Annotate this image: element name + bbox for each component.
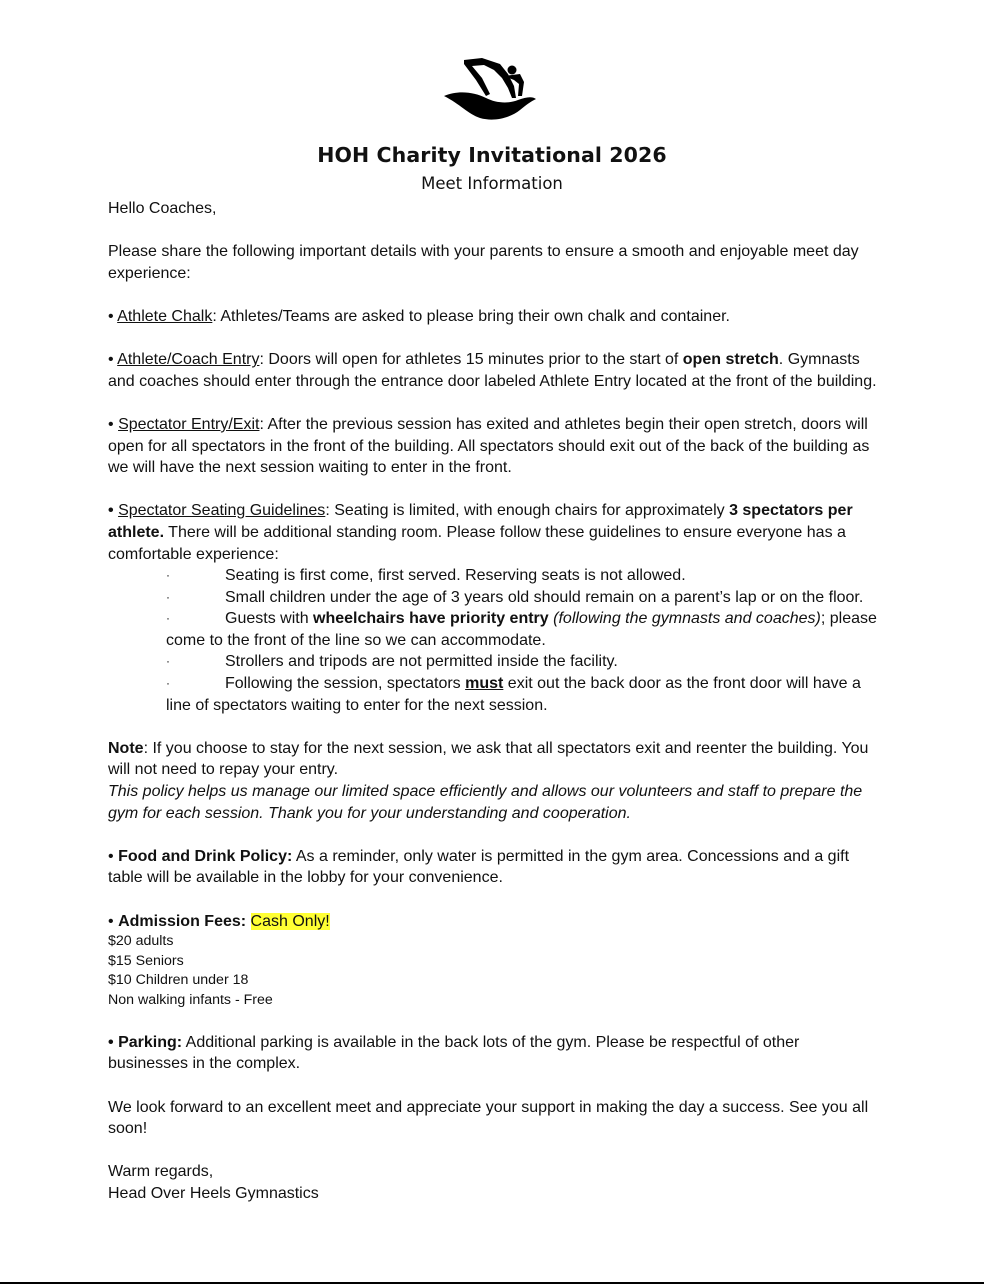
admission-section bbox=[108, 911, 880, 933]
list-item-text: Guests with bbox=[225, 610, 314, 628]
list-item-text: Following the session, spectators bbox=[225, 675, 466, 693]
entry-section bbox=[108, 349, 880, 392]
bullet-dot: · bbox=[166, 568, 170, 583]
fee-item: $20 adults bbox=[108, 933, 174, 950]
signoff-line2: Head Over Heels Gymnastics bbox=[108, 1184, 319, 1202]
list-item bbox=[166, 608, 880, 651]
bullet: • bbox=[108, 847, 114, 865]
list-item-text: Small children under the age of 3 years old should remain on a parent’s lap or on the floor. bbox=[225, 588, 864, 606]
list-item-text: ; please come to the front of the line so we can accommodate. bbox=[166, 610, 877, 649]
list-item-italic: (following the gymnasts and coaches) bbox=[553, 610, 821, 628]
bullet: • bbox=[108, 351, 114, 369]
intro-paragraph: Please share the following important details with your parents to ensure a smooth and enjoyable meet day experience: bbox=[108, 243, 859, 282]
seating-section bbox=[108, 500, 880, 565]
entry-label: Athlete/Coach Entry bbox=[117, 351, 260, 369]
list-item bbox=[166, 587, 880, 609]
fee-item: Non walking infants - Free bbox=[108, 991, 273, 1008]
spectator-entry-label: Spectator Entry/Exit bbox=[118, 415, 260, 433]
bullet: • bbox=[108, 307, 114, 325]
note-text: : If you choose to stay for the next session, we ask that all spectators exit and reenter the building. You will not need to repay your entry. bbox=[108, 739, 869, 779]
fee-item: $15 Seniors bbox=[108, 952, 184, 969]
food-text: As a reminder, only water is permitted in the gym area. Concessions and a gift table will be available in the lobby for your convenience. bbox=[108, 847, 850, 887]
bullet: • bbox=[108, 912, 114, 930]
bullet: • bbox=[108, 415, 114, 433]
bullet-dot: · bbox=[166, 676, 170, 691]
seating-text-b: There will be additional standing room. Please follow these guidelines to ensure everyone has a comfortable experience: bbox=[108, 523, 846, 563]
bullet: • bbox=[108, 1033, 114, 1051]
note-label: Note bbox=[108, 739, 144, 757]
page-bottom-rule bbox=[0, 1282, 984, 1284]
list-item-must: must bbox=[465, 675, 504, 693]
spectator-entry-text: : After the previous session has exited and athletes begin their open stretch, doors will open for all spectators in the front of the building. All spectators should exit out of the back of the building as we will have the next session waiting to enter in the front. bbox=[108, 415, 870, 477]
list-item bbox=[166, 673, 880, 716]
note-section bbox=[108, 738, 880, 824]
closing-paragraph: We look forward to an excellent meet and appreciate your support in making the day a success. See you all soon! bbox=[108, 1098, 869, 1138]
list-item-text: exit out the back door as the front door will have a line of spectators waiting to enter for the next session. bbox=[166, 675, 861, 714]
entry-text-a: : Doors will open for athletes 15 minutes prior to the start of bbox=[259, 351, 683, 369]
food-section bbox=[108, 846, 880, 889]
letter-body bbox=[108, 198, 880, 1205]
gymnast-on-hand-logo bbox=[442, 52, 538, 124]
food-label: Food and Drink Policy: bbox=[118, 847, 293, 865]
cash-only-highlight: Cash Only! bbox=[250, 912, 330, 930]
fee-list bbox=[108, 932, 880, 1010]
seating-text-a: : Seating is limited, with enough chairs for approximately bbox=[325, 502, 730, 520]
list-item-bold: wheelchairs have priority entry bbox=[313, 610, 549, 628]
page-title: HOH Charity Invitational 2026 bbox=[317, 143, 667, 167]
bullet-dot: · bbox=[166, 611, 170, 626]
bullet-dot: · bbox=[166, 589, 170, 604]
note-italic: This policy helps us manage our limited space efficiently and allows our volunteers and staff to prepare the gym for each session. Thank you for your understanding and cooperation. bbox=[108, 783, 863, 822]
fee-item: $10 Children under 18 bbox=[108, 972, 249, 989]
parking-text: Additional parking is available in the back lots of the gym. Please be respectful of other businesses in the complex. bbox=[108, 1033, 800, 1073]
chalk-label: Athlete Chalk bbox=[117, 307, 213, 325]
seating-bold: 3 spectators per athlete. bbox=[108, 502, 853, 541]
admission-label: Admission Fees: bbox=[118, 912, 247, 930]
list-item-text: Seating is first come, first served. Reserving seats is not allowed. bbox=[225, 567, 686, 585]
signoff bbox=[108, 1161, 880, 1204]
list-item-text: Strollers and tripods are not permitted inside the facility. bbox=[225, 653, 618, 671]
chalk-text: : Athletes/Teams are asked to please bring their own chalk and container. bbox=[212, 307, 730, 325]
chalk-section bbox=[108, 306, 880, 328]
bullet: • bbox=[108, 502, 114, 520]
entry-text-b: . Gymnasts and coaches should enter through the entrance door labeled Athlete Entry located at the front of the building. bbox=[108, 351, 877, 390]
spectator-entry-section bbox=[108, 414, 880, 479]
seating-guidelines-list bbox=[108, 565, 880, 716]
list-item bbox=[166, 651, 880, 673]
entry-bold: open stretch bbox=[682, 351, 779, 369]
greeting: Hello Coaches, bbox=[108, 200, 217, 217]
list-item bbox=[166, 565, 880, 587]
signoff-line1: Warm regards, bbox=[108, 1163, 214, 1181]
page-subtitle: Meet Information bbox=[421, 174, 563, 193]
parking-label: Parking: bbox=[118, 1033, 183, 1051]
parking-section bbox=[108, 1032, 880, 1075]
bullet-dot: · bbox=[166, 654, 170, 669]
seating-label: Spectator Seating Guidelines bbox=[118, 502, 326, 520]
